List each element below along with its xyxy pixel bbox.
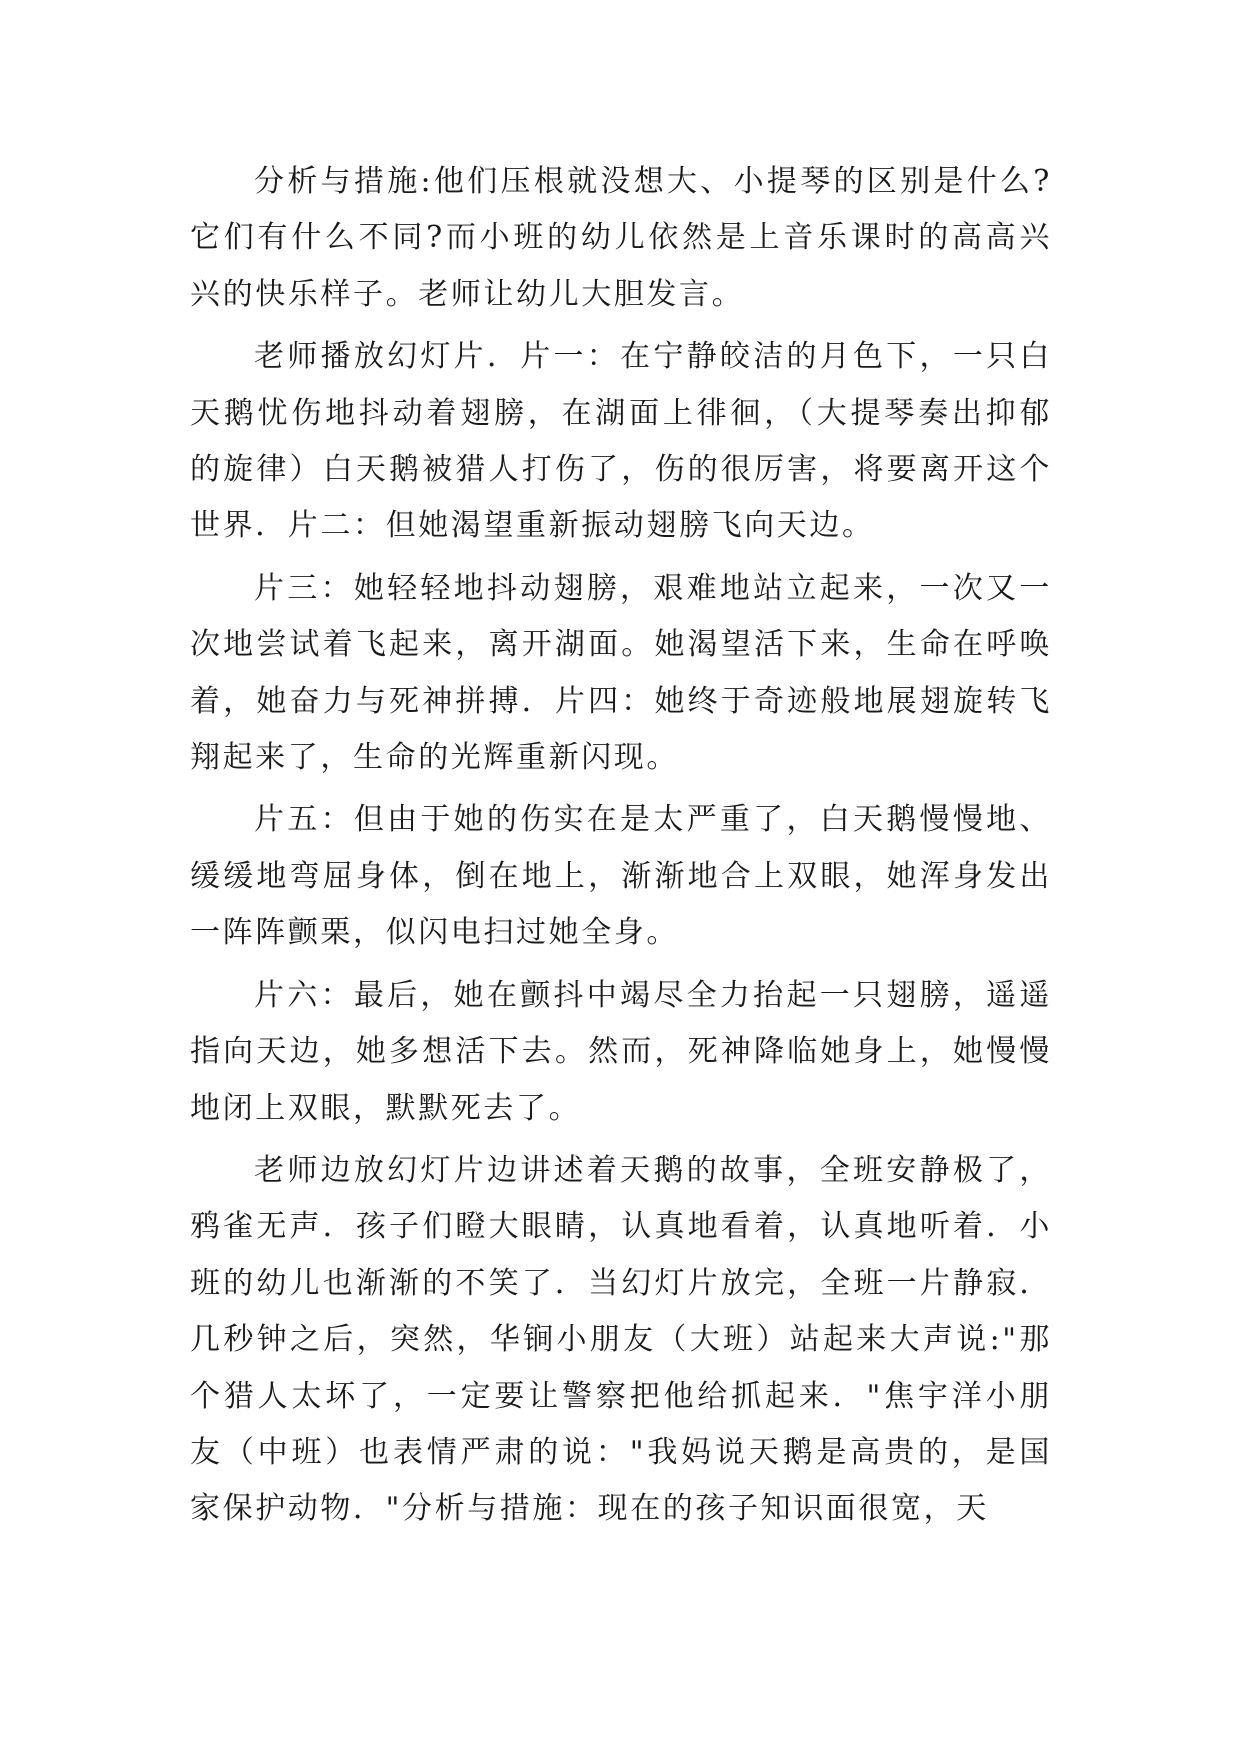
paragraph-slide-one-two: 老师播放幻灯片．片一：在宁静皎洁的月色下，一只白天鹅忧伤地抖动着翅膀，在湖面上徘徊，（大提琴奏出抑郁的旋律）白天鹅被猎人打伤了，伤的很厉害，将要离开这个世界．片二：但她渴望重新振动翅膀飞向天边。 bbox=[190, 339, 1052, 544]
paragraph-slide-five: 片五：但由于她的伤实在是太严重了，白天鹅慢慢地、缓缓地弯屈身体，倒在地上，渐渐地合上双眼，她浑身发出一阵阵颤栗，似闪电扫过她全身。 bbox=[190, 802, 1052, 951]
document-body bbox=[190, 154, 1052, 1544]
paragraph-slide-six: 片六：最后，她在颤抖中竭尽全力抬起一只翅膀，遥遥指向天边，她多想活下去。然而，死神降临她身上，她慢慢地闭上双眼，默默死去了。 bbox=[190, 977, 1052, 1126]
paragraph-analysis: 分析与措施:他们压根就没想大、小提琴的区别是什么?它们有什么不同?而小班的幼儿依然是上音乐课时的高高兴兴的快乐样子。老师让幼儿大胆发言。 bbox=[190, 164, 1052, 312]
paragraph-slide-three-four: 片三：她轻轻地抖动翅膀，艰难地站立起来，一次又一次地尝试着飞起来，离开湖面。她渴望活下来，生命在呼唤着，她奋力与死神拼搏．片四：她终于奇迹般地展翅旋转飞翔起来了，生命的光辉重新闪现。 bbox=[190, 570, 1052, 776]
paragraph-class-reaction: 老师边放幻灯片边讲述着天鹅的故事，全班安静极了，鸦雀无声．孩子们瞪大眼睛，认真地看着，认真地听着．小班的幼儿也渐渐的不笑了．当幻灯片放完，全班一片静寂．几秒钟之后，突然，华锏小朋友（大班）站起来大声说:"那个猎人太坏了，一定要让警察把他给抓起来．"焦宇洋小朋友（中班）也表情严肃的说："我妈说天鹅是高贵的，是国家保护动物．"分析与措施：现在的孩子知识面很宽，天 bbox=[190, 1152, 1052, 1527]
